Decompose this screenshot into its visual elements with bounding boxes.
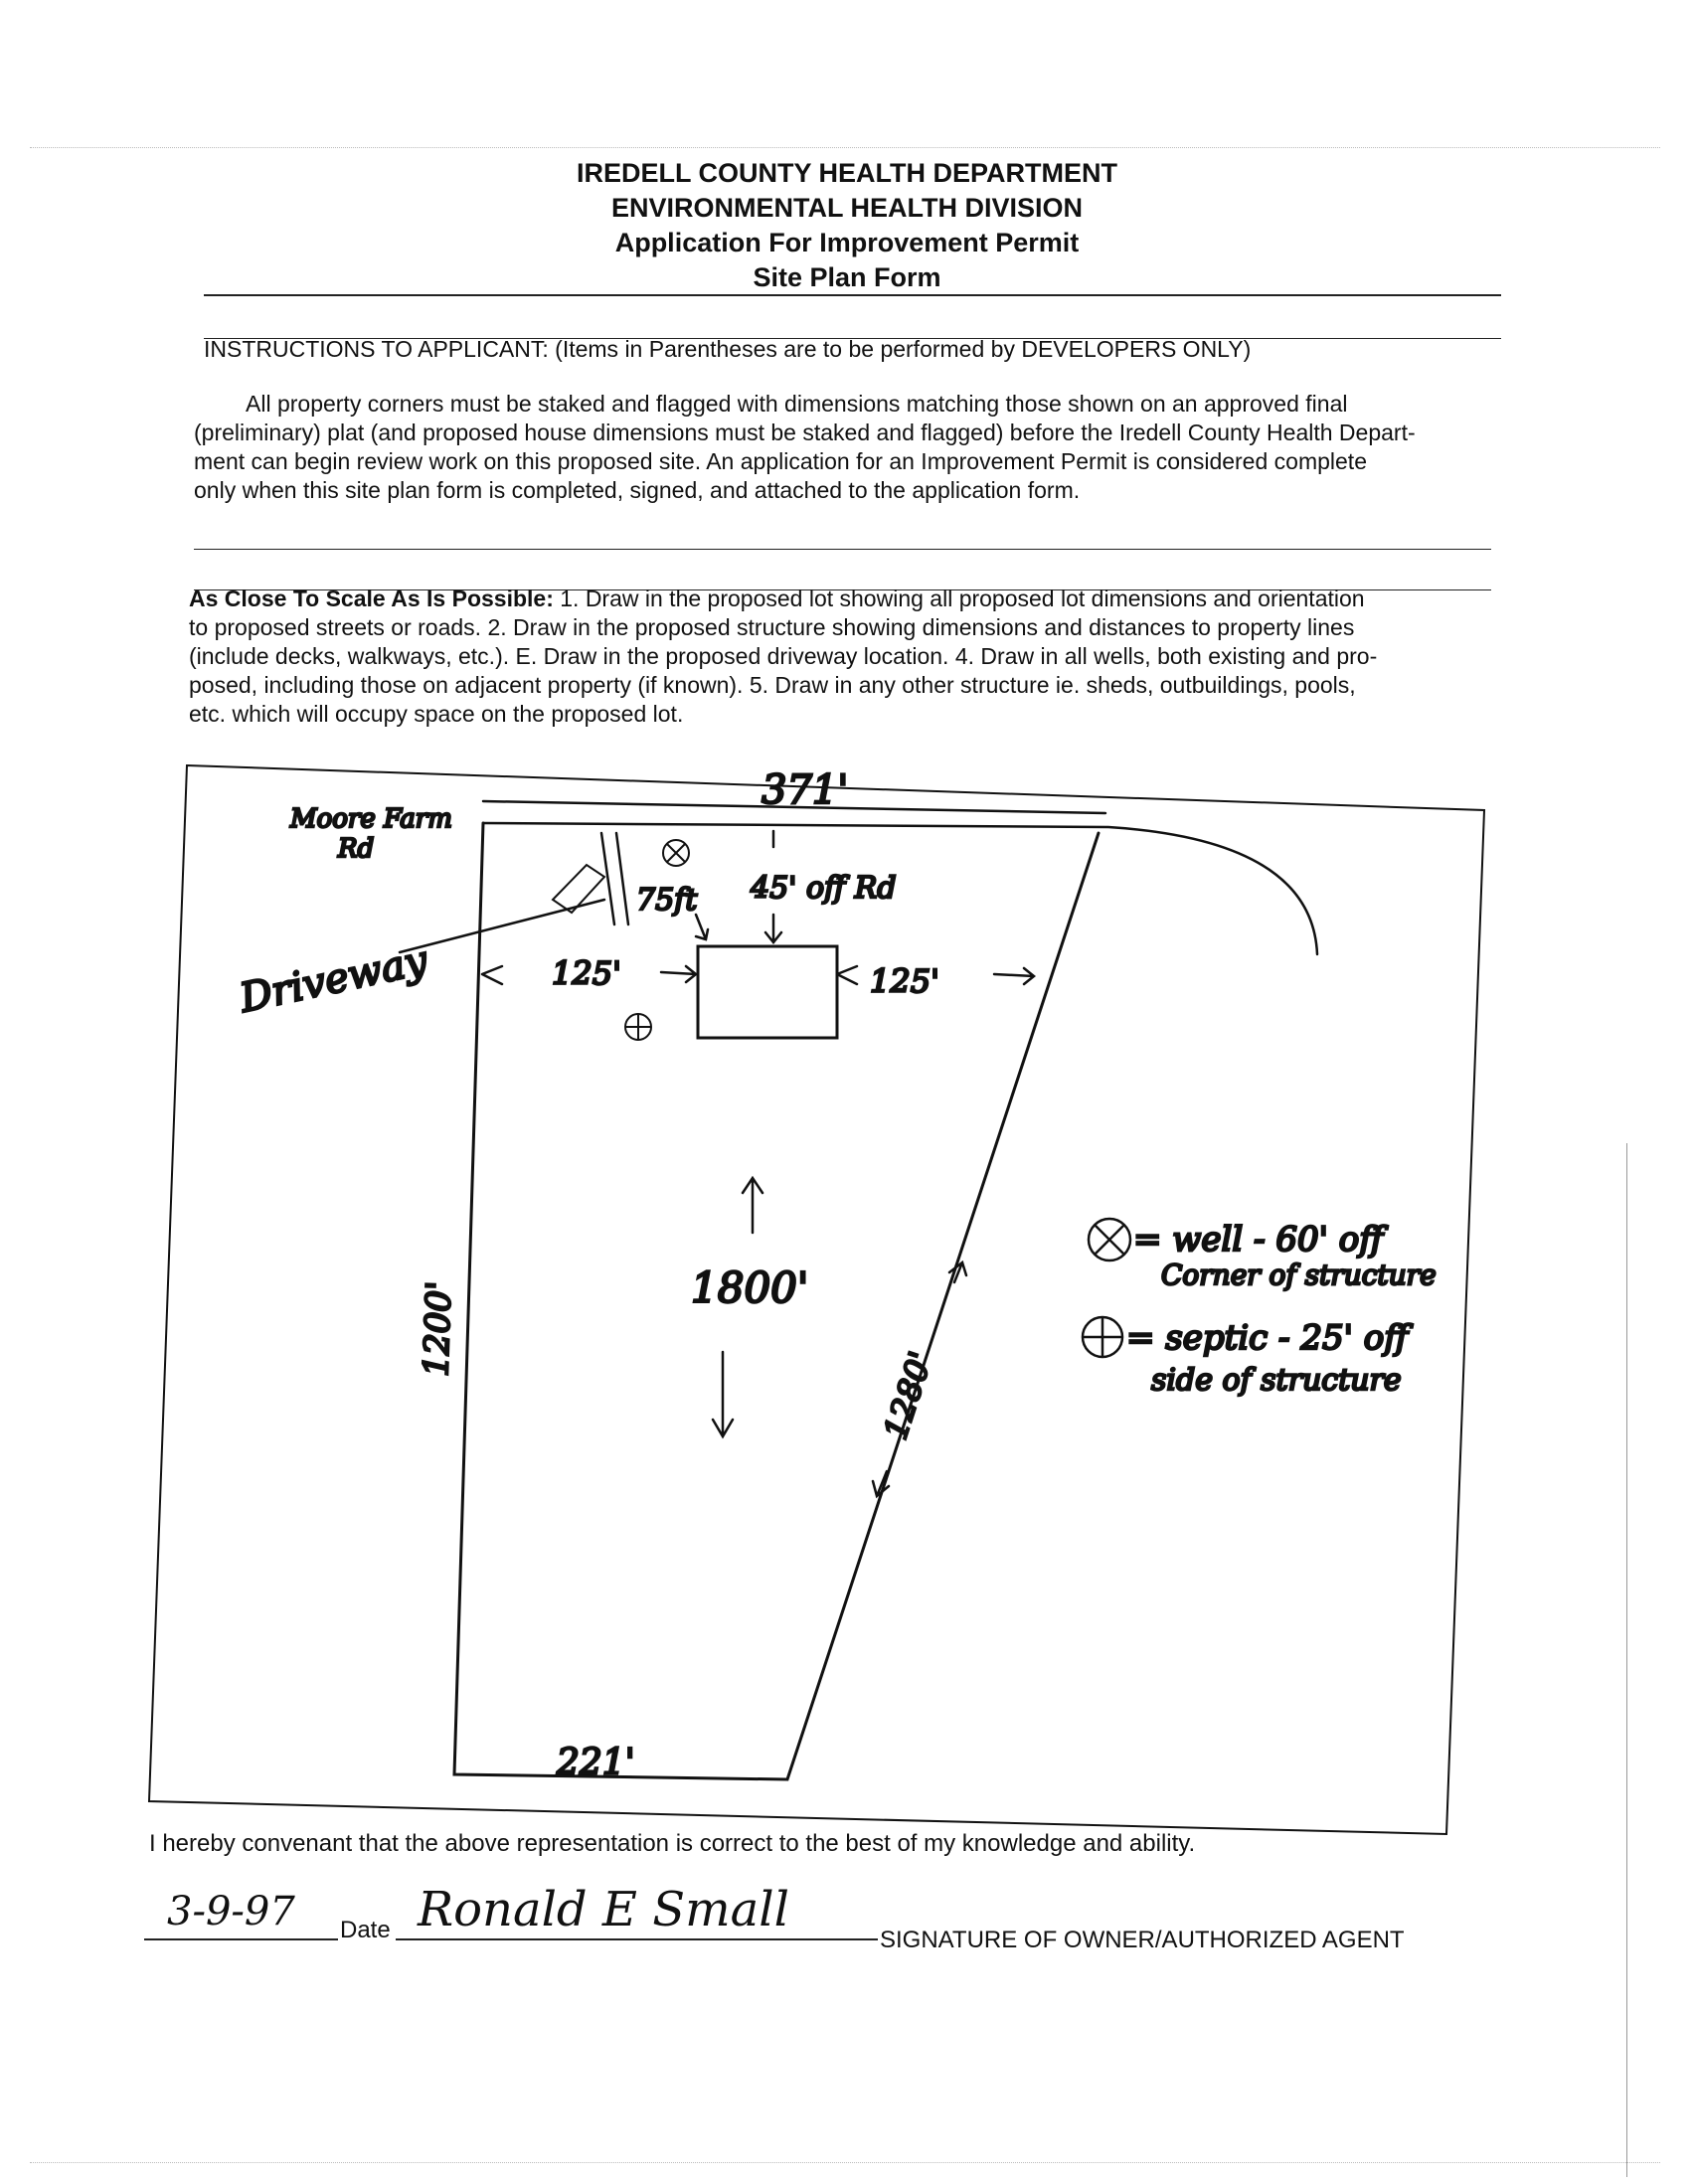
scale-lead: As Close To Scale As Is Possible: — [189, 586, 554, 611]
owner-signature: Ronald E Small — [418, 1882, 789, 1937]
driveway-box — [553, 865, 604, 913]
instructions-title: INSTRUCTIONS TO APPLICANT: (Items in Parentheses are to be performed by DEVELOPERS ONLY) — [204, 336, 1252, 362]
arrow-75 — [696, 915, 708, 939]
bottom-dimension: 221' — [557, 1743, 635, 1783]
scale-line-4: posed, including those on adjacent property (if known). 5. Draw in any other structure ie. sheds, outbuildings, pools, — [189, 672, 1356, 698]
bottom-edge-line — [30, 2162, 1660, 2163]
signature-underline — [396, 1938, 878, 1940]
dim-left-125: 125' — [552, 954, 621, 992]
legend-septic-symbol — [1083, 1317, 1122, 1357]
para-line-2: (preliminary) plat (and proposed house dimensions must be staked and flagged) before the Iredell County Health Depart- — [194, 420, 1416, 445]
driveway-lines — [601, 833, 628, 924]
arrow-center-up — [743, 1178, 762, 1233]
scale-line-3: (include decks, walkways, etc.). E. Draw in the proposed driveway location. 4. Draw in all wells, both existing and pro- — [189, 643, 1378, 669]
dim-center-1800: 1800' — [691, 1263, 809, 1312]
dim-right-1280: 1280' — [876, 1346, 940, 1444]
para-line-4: only when this site plan form is completed, signed, and attached to the application form. — [194, 477, 1081, 503]
date-value: 3-9-97 — [167, 1889, 295, 1934]
septic-symbol — [625, 1014, 651, 1040]
dim-45-off-rd: 45' off Rd — [751, 871, 897, 906]
right-margin-line — [1626, 1143, 1627, 2177]
legend-septic-line1: = septic - 25' off — [1126, 1318, 1409, 1358]
date-underline — [144, 1938, 338, 1940]
scale-line-1-text: 1. Draw in the proposed lot showing all proposed lot dimensions and orientation — [560, 586, 1365, 611]
certification-statement: I hereby convenant that the above representation is correct to the best of my knowledge and ability. — [149, 1830, 1196, 1857]
top-dimension: 371' — [762, 767, 849, 813]
header-form-title: Application For Improvement Permit — [614, 228, 1080, 257]
header-agency: IREDELL COUNTY HEALTH DEPARTMENT — [576, 158, 1117, 188]
drawing-frame — [149, 765, 1484, 1834]
scale-line-5: etc. which will occupy space on the proposed lot. — [189, 701, 684, 727]
para-line-3: ment can begin review work on this proposed site. An application for an Improvement Permit is considered complete — [194, 448, 1367, 474]
road-label-line2: Rd — [338, 834, 375, 864]
driveway-arrow — [400, 900, 604, 952]
date-label: Date — [340, 1917, 391, 1943]
arrow-center-down — [713, 1352, 733, 1436]
legend-well-line1: = well - 60' off — [1133, 1220, 1384, 1260]
para-line-1: All property corners must be staked and flagged with dimensions matching those shown on an approved final — [246, 391, 1348, 417]
dim-75ft: 75ft — [636, 883, 698, 918]
well-symbol — [663, 840, 689, 866]
header-division: ENVIRONMENTAL HEALTH DIVISION — [610, 193, 1084, 223]
proposed-structure — [698, 946, 837, 1038]
dim-left-1200: 1200' — [417, 1280, 460, 1378]
signature-label: SIGNATURE OF OWNER/AUTHORIZED AGENT — [880, 1927, 1405, 1953]
scale-line-2: to proposed streets or roads. 2. Draw in the proposed structure showing dimensions and distances to property lines — [189, 614, 1355, 640]
legend-septic-line2: side of structure — [1151, 1363, 1402, 1398]
legend-well-symbol — [1089, 1219, 1130, 1260]
dim-right-125: 125' — [870, 962, 939, 1000]
driveway-label: Driveway — [236, 937, 431, 1022]
header-form-subtitle: Site Plan Form — [753, 262, 941, 292]
legend-well-line2: Corner of structure — [1161, 1259, 1437, 1291]
road-label-line1: Moore Farm — [290, 804, 452, 834]
